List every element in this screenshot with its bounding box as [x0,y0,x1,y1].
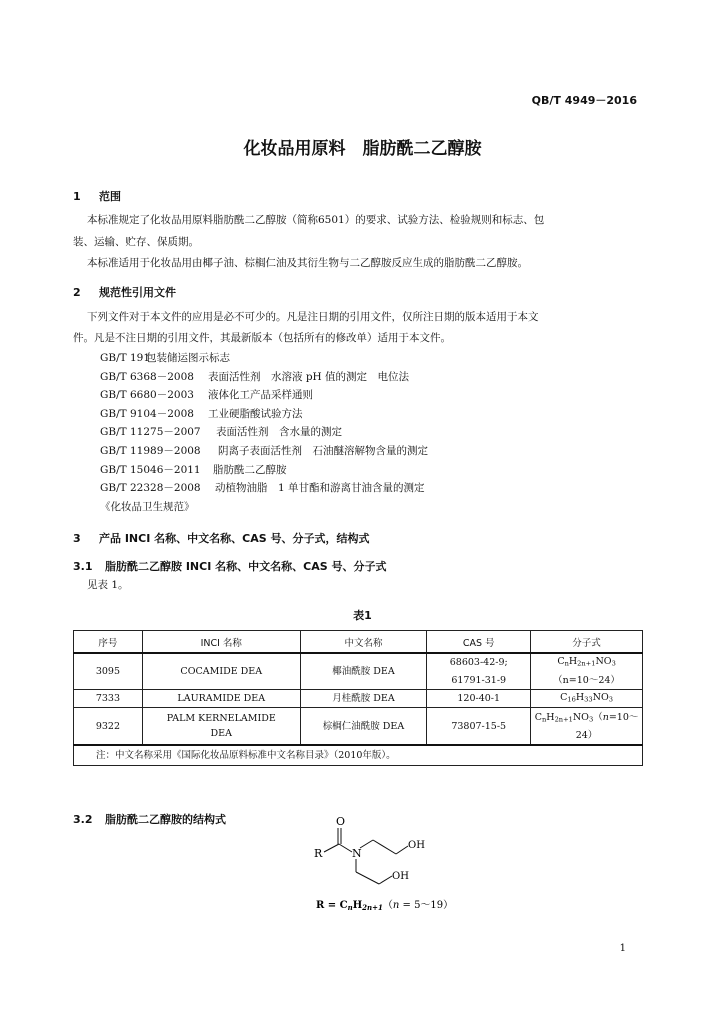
table-title: 表1 [353,609,372,622]
row-number: 9322 [74,708,143,746]
column-header: 分子式 [531,631,643,654]
reference-list [100,349,428,516]
page-number: 1 [619,943,626,954]
column-header: 中文名称 [300,631,427,654]
section-number: 3 [73,532,81,545]
chinese-name: 椰油酰胺 DEA [300,653,427,689]
section-2-heading [73,284,176,300]
row-number: 7333 [74,689,143,708]
table-row [74,689,643,708]
molecular-formula: $C_nH_{2n+1}NO_3$ [531,653,643,672]
reference-item: GB/T 6368－2008 表面活性剂 水溶液 pH 值的测定 电位法 [100,370,410,383]
section-title: 范围 [99,190,121,203]
see-table-text: 见表 1。 [87,579,129,591]
section-title: 产品 INCI 名称、中文名称、CAS 号、分子式，结构式 [99,532,370,545]
table-row [74,653,643,672]
molecular-formula: $C_nH_{2n+1}NO_3(n=10\sim 24)$ [531,708,643,746]
section-number: 1 [73,190,81,203]
chinese-name: 月桂酰胺 DEA [300,689,427,708]
subsection-number: 3.2 [73,813,93,826]
subsection-title: 脂肪酰二乙醇胺 INCI 名称、中文名称、CAS 号、分子式 [105,560,387,573]
hydroxyl-bottom: OH [392,871,409,882]
chinese-name: 棕榈仁油酰胺 DEA [300,708,427,746]
inci-name: PALM KERNELAMIDE DEA [142,708,300,746]
inci-table [73,630,643,766]
cas-number: 68603-42-9; [427,653,531,672]
subsection-title: 脂肪酰二乙醇胺的结构式 [105,813,226,826]
table-row [74,708,643,746]
cas-number: 61791-31-9 [427,672,531,690]
column-header: INCI 名称 [142,631,300,654]
reference-item: GB/T 11989－2008 阴离子表面活性剂 石油醚溶解物含量的测定 [100,444,428,457]
section-1-heading [73,188,121,204]
reference-item: GB/T 6680－2003 液体化工产品采样通则 [100,389,313,402]
subsection-3-2-heading [73,811,226,827]
cas-number: 120-40-1 [427,689,531,708]
scope-paragraph-2: 本标准适用于化妆品用由椰子油、棕榈仁油及其衍生物与二乙醇胺反应生成的脂肪酰二乙醇胺。 [87,257,528,269]
standard-code: QB/T 4949－2016 [531,94,637,107]
reference-item: GB/T 9104－2008 工业硬脂酸试验方法 [100,407,303,420]
row-number: 3095 [74,653,143,689]
reference-item: GB/T 22328－2008 动植物油脂 1 单甘酯和游离甘油含量的测定 [100,482,425,495]
refs-intro-1a: 下列文件对于本文件的应用是必不可少的。凡是注日期的引用文件，仅所注日期的版本适用于本文 [87,311,539,323]
reference-item: 《化妆品卫生规范》 [100,500,195,513]
table-header-row [74,631,643,654]
reference-item: GB/T 15046－2011 脂肪酰二乙醇胺 [100,463,287,476]
nitrogen-atom: N [352,847,362,860]
r-group: R [314,847,323,860]
subsection-3-1-heading [73,558,386,574]
scope-paragraph-1b: 装、运输、贮存、保质期。 [73,236,199,248]
section-title: 规范性引用文件 [99,286,176,299]
column-header: CAS 号 [427,631,531,654]
reference-item: GB/T 11275－2007 表面活性剂 含水量的测定 [100,426,342,439]
section-number: 2 [73,286,81,299]
oxygen-atom: O [336,815,346,828]
refs-intro-1b: 件。凡是不注日期的引用文件，其最新版本（包括所有的修改单）适用于本文件。 [73,332,451,344]
structural-formula [300,812,460,918]
molecular-formula: $C_{16}H_{33}NO_3$ [531,689,643,708]
document-title: 化妆品用原料 脂肪酰二乙醇胺 [243,139,482,159]
table-note: 注：中文名称采用《国际化妆品原料标准中文名称目录》（2010年版）。 [74,745,643,766]
formula-range: （n=10～24） [531,672,643,690]
column-header: 序号 [74,631,143,654]
section-3-heading [73,530,369,546]
subsection-number: 3.1 [73,560,93,573]
cas-number: 73807-15-5 [427,708,531,746]
inci-name: COCAMIDE DEA [142,653,300,689]
inci-name: LAURAMIDE DEA [142,689,300,708]
scope-paragraph-1a: 本标准规定了化妆品用原料脂肪酰二乙醇胺（简称6501）的要求、试验方法、检验规则和标志、包 [87,214,545,226]
reference-item: GB/T 191包装储运图示标志 [100,352,230,364]
r-definition: $R = C_nH_{2n+1}(n$ = 5～19） [316,900,454,912]
hydroxyl-top: OH [408,840,425,851]
table-note-row [74,745,643,766]
